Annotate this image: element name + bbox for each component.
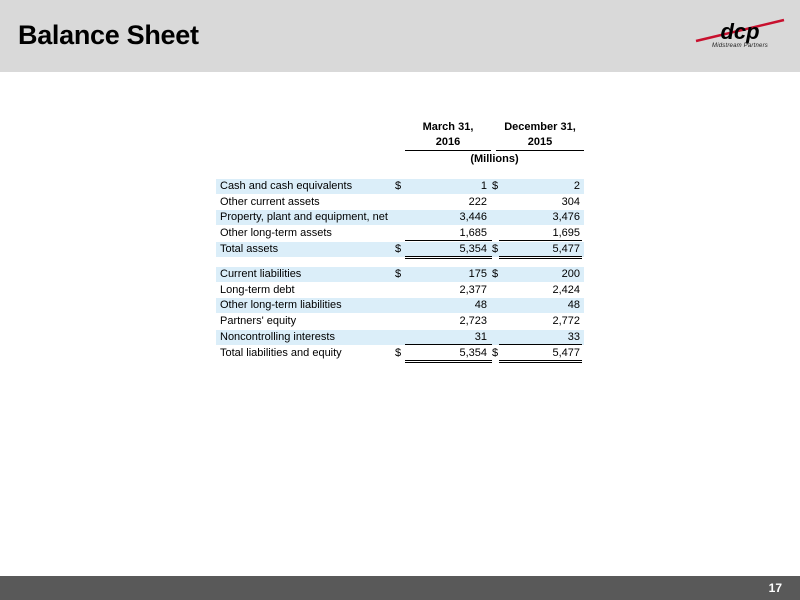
table-row bbox=[216, 195, 584, 210]
value-december-2015: 3,476 bbox=[552, 211, 580, 224]
col1-header-rule bbox=[405, 150, 491, 151]
value-december-2015: 48 bbox=[567, 299, 580, 312]
row-label: Cash and cash equivalents bbox=[220, 180, 353, 192]
header-bar bbox=[0, 0, 800, 72]
value-december-2015: 2,424 bbox=[552, 283, 580, 296]
row-label: Property, plant and equipment, net bbox=[220, 211, 388, 224]
value-december-2015: 1,695 bbox=[552, 227, 580, 240]
col2-header-rule bbox=[496, 150, 584, 151]
currency-symbol: $ bbox=[395, 242, 402, 255]
value-december-2015: 5,477 bbox=[552, 242, 580, 255]
logo-subtitle: Midstream Partners bbox=[712, 43, 768, 49]
dcp-logo-icon bbox=[692, 17, 788, 45]
currency-symbol: $ bbox=[492, 242, 499, 255]
value-march-2016: 222 bbox=[468, 195, 487, 208]
row-label: Total assets bbox=[220, 242, 279, 255]
table-row bbox=[216, 242, 584, 257]
value-march-2016: 48 bbox=[474, 299, 487, 312]
row-label: Other long-term liabilities bbox=[220, 299, 342, 312]
page-number: 17 bbox=[768, 581, 782, 595]
value-december-2015: 2 bbox=[573, 180, 580, 192]
dcp-logo bbox=[692, 17, 788, 53]
value-march-2016: 31 bbox=[474, 330, 487, 343]
currency-symbol: $ bbox=[492, 180, 499, 192]
value-december-2015: 2,772 bbox=[552, 315, 580, 328]
total-double-rule bbox=[499, 258, 582, 259]
table-row bbox=[216, 179, 584, 194]
table-row bbox=[216, 210, 584, 225]
table-row bbox=[216, 283, 584, 298]
col2-header-line2: 2015 bbox=[527, 136, 553, 148]
value-december-2015: 304 bbox=[561, 195, 580, 208]
total-double-rule bbox=[499, 256, 582, 257]
row-label: Total liabilities and equity bbox=[220, 346, 342, 359]
value-march-2016: 175 bbox=[468, 268, 487, 280]
total-double-rule bbox=[405, 360, 492, 361]
table-row bbox=[216, 330, 584, 345]
total-double-rule bbox=[499, 362, 582, 363]
currency-symbol: $ bbox=[395, 268, 402, 280]
value-december-2015: 33 bbox=[567, 330, 580, 343]
row-label: Noncontrolling interests bbox=[220, 330, 335, 343]
value-march-2016: 5,354 bbox=[459, 242, 487, 255]
logo-mark: dcp bbox=[720, 19, 760, 44]
total-double-rule bbox=[405, 258, 492, 259]
value-march-2016: 1,685 bbox=[459, 227, 487, 240]
currency-symbol: $ bbox=[492, 346, 499, 359]
value-march-2016: 5,354 bbox=[459, 346, 487, 359]
row-label: Other long-term assets bbox=[220, 227, 332, 240]
row-label: Other current assets bbox=[220, 195, 320, 208]
currency-symbol: $ bbox=[395, 346, 402, 359]
table-row bbox=[216, 346, 584, 361]
row-label: Partners' equity bbox=[220, 315, 297, 328]
total-double-rule bbox=[499, 360, 582, 361]
value-december-2015: 200 bbox=[561, 268, 580, 280]
row-label: Current liabilities bbox=[220, 268, 302, 280]
total-double-rule bbox=[405, 256, 492, 257]
value-december-2015: 5,477 bbox=[552, 346, 580, 359]
value-march-2016: 3,446 bbox=[459, 211, 487, 224]
currency-symbol: $ bbox=[492, 268, 499, 280]
value-march-2016: 2,377 bbox=[459, 283, 487, 296]
col1-header-line2: 2016 bbox=[435, 136, 461, 148]
value-march-2016: 1 bbox=[480, 180, 487, 192]
col1-header-line1: March 31, bbox=[422, 121, 474, 133]
footer-bar bbox=[0, 576, 800, 600]
table-row bbox=[216, 298, 584, 313]
table-row bbox=[216, 314, 584, 329]
col2-header-line1: December 31, bbox=[504, 121, 576, 133]
value-march-2016: 2,723 bbox=[459, 315, 487, 328]
page-title: Balance Sheet bbox=[18, 20, 199, 50]
row-label: Long-term debt bbox=[220, 283, 295, 296]
currency-symbol: $ bbox=[395, 180, 402, 192]
table-row bbox=[216, 226, 584, 241]
units-label: (Millions) bbox=[470, 153, 519, 165]
total-double-rule bbox=[405, 362, 492, 363]
table-row bbox=[216, 267, 584, 282]
